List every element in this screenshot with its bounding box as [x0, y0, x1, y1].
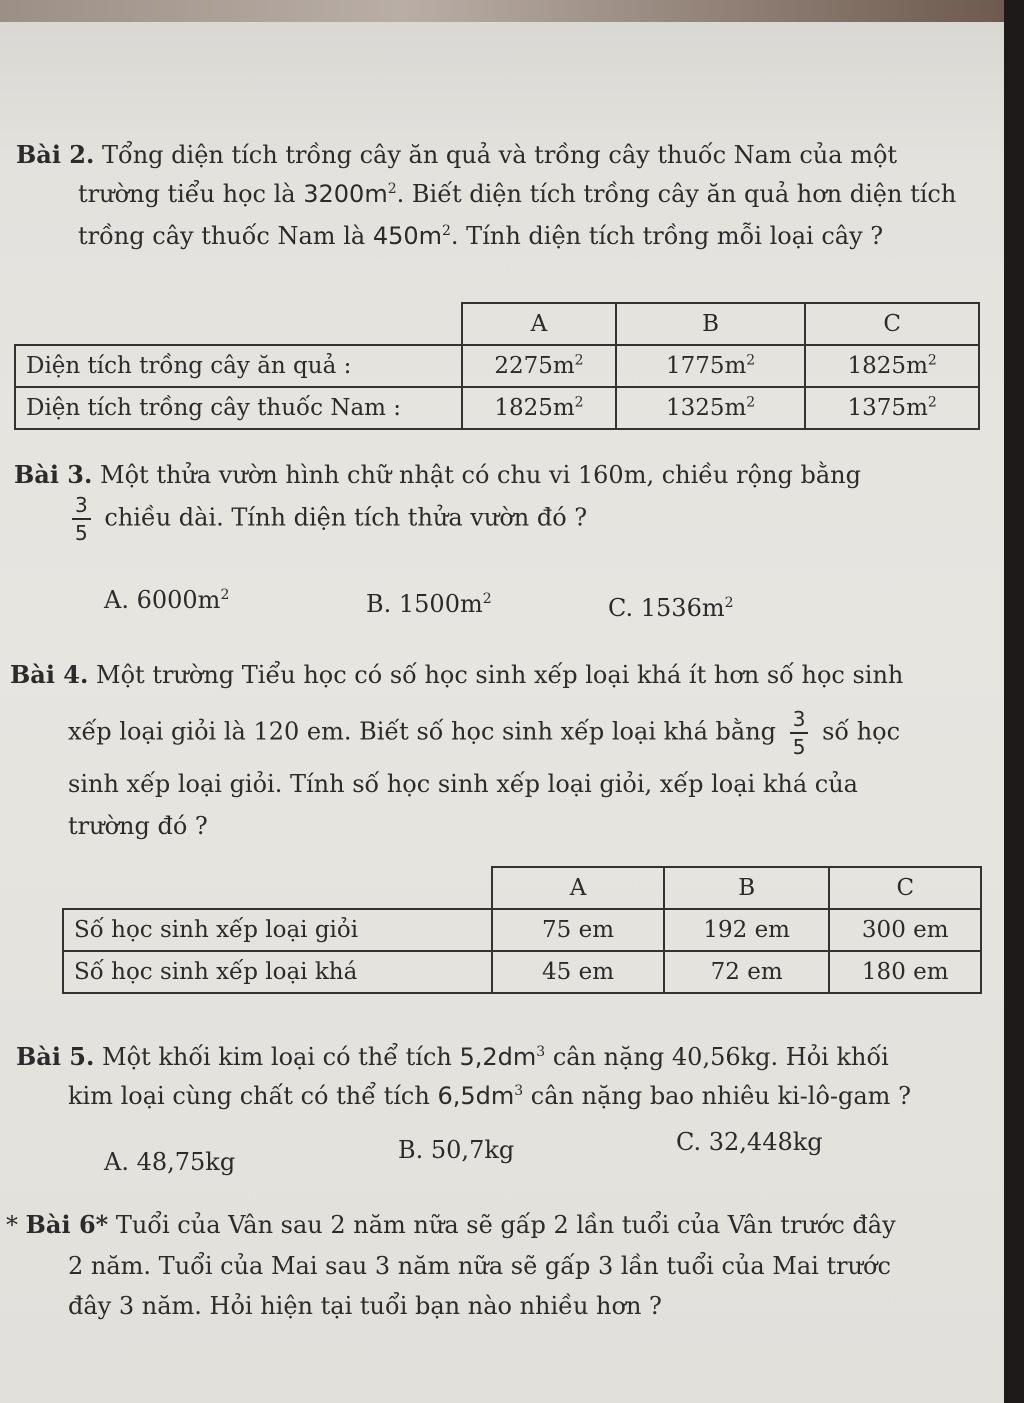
bai4-line1: Bài 4. Một trường Tiểu học có số học sinh xếp loại khá ít hơn số học sinh: [10, 660, 904, 689]
table-cell: 180 em: [829, 951, 981, 993]
bai6-heading: Bài 6*: [25, 1210, 109, 1239]
row-label: Diện tích trồng cây thuốc Nam :: [15, 387, 462, 429]
bai3-option-c[interactable]: C. $1536m^2$: [608, 594, 734, 622]
column-header: C: [829, 867, 981, 909]
table-cell: $1825m^2$: [805, 345, 979, 387]
table-cell: 75 em: [492, 909, 664, 951]
bai2-table-header: [15, 303, 979, 345]
bai3-line2: $\frac{3}{5}$ chiều dài. Tính diện tích thửa vườn đó ?: [66, 492, 587, 546]
page-top-edge: [0, 0, 1004, 22]
bai2-heading: Bài 2.: [16, 140, 95, 169]
table-cell: $1775m^2$: [616, 345, 806, 387]
table-row: [15, 345, 979, 387]
bai5-line2: kim loại cùng chất có thể tích $6,5dm^3$ cân nặng bao nhiêu ki-lô-gam ?: [68, 1082, 911, 1110]
table-cell: $2275m^2$: [462, 345, 616, 387]
table-cell: $1375m^2$: [805, 387, 979, 429]
star-mark: *: [6, 1211, 18, 1239]
table-cell: 45 em: [492, 951, 664, 993]
bai5-line1: Bài 5. Một khối kim loại có thể tích $5,2dm^3$ cân nặng 40,56kg. Hỏi khối: [16, 1042, 889, 1071]
bai3-option-a[interactable]: A. $6000m^2$: [104, 586, 230, 614]
column-header: B: [616, 303, 806, 345]
bai5-heading: Bài 5.: [16, 1042, 95, 1071]
column-header: C: [805, 303, 979, 345]
table-cell: 192 em: [664, 909, 830, 951]
bai6-line1: * Bài 6* Tuổi của Vân sau 2 năm nữa sẽ gấp 2 lần tuổi của Vân trước đây: [6, 1210, 896, 1239]
bai2-line3: trồng cây thuốc Nam là $450m^2$. Tính diện tích trồng mỗi loại cây ?: [78, 222, 884, 250]
bai5-option-c[interactable]: C. 32,448kg: [676, 1128, 823, 1156]
table-row: [63, 951, 981, 993]
table-cell: $1325m^2$: [616, 387, 806, 429]
bai5-option-b[interactable]: B. 50,7kg: [398, 1136, 515, 1164]
bai3-line1: Bài 3. Một thửa vườn hình chữ nhật có chu vi 160m, chiều rộng bằng: [14, 460, 861, 489]
bai4-table-header: [63, 867, 981, 909]
background-edge: [1004, 0, 1024, 1403]
column-header: A: [462, 303, 616, 345]
fraction-three-fifths: $\frac{3}{5}$: [790, 706, 809, 760]
bai4-line2: xếp loại giỏi là 120 em. Biết số học sinh xếp loại khá bằng $\frac{3}{5}$ số học: [68, 707, 901, 759]
bai2-answer-table: [14, 302, 980, 430]
fraction-three-fifths: $\frac{3}{5}$: [72, 492, 91, 546]
bai5-option-a[interactable]: A. 48,75kg: [104, 1148, 236, 1176]
bai3-heading: Bài 3.: [14, 460, 93, 489]
row-label: Số học sinh xếp loại giỏi: [63, 909, 492, 951]
bai3-option-b[interactable]: B. $1500m^2$: [366, 590, 492, 618]
table-cell: 72 em: [664, 951, 830, 993]
bai4-heading: Bài 4.: [10, 660, 89, 689]
bai6-line2: 2 năm. Tuổi của Mai sau 3 năm nữa sẽ gấp 3 lần tuổi của Mai trước: [68, 1252, 891, 1280]
bai2-line1: Bài 2. Tổng diện tích trồng cây ăn quả và trồng cây thuốc Nam của một: [16, 140, 898, 169]
table-row: [63, 909, 981, 951]
bai4-line4: trường đó ?: [68, 812, 208, 840]
table-row: [15, 387, 979, 429]
row-label: Diện tích trồng cây ăn quả :: [15, 345, 462, 387]
column-header: A: [492, 867, 664, 909]
column-header: B: [664, 867, 830, 909]
row-label: Số học sinh xếp loại khá: [63, 951, 492, 993]
table-cell: $1825m^2$: [462, 387, 616, 429]
bai4-answer-table: [62, 866, 982, 994]
table-cell: 300 em: [829, 909, 981, 951]
bai2-line2: trường tiểu học là $3200m^2$. Biết diện tích trồng cây ăn quả hơn diện tích: [78, 180, 957, 208]
bai6-line3: đây 3 năm. Hỏi hiện tại tuổi bạn nào nhiều hơn ?: [68, 1292, 662, 1320]
bai4-line3: sinh xếp loại giỏi. Tính số học sinh xếp loại giỏi, xếp loại khá của: [68, 770, 858, 798]
